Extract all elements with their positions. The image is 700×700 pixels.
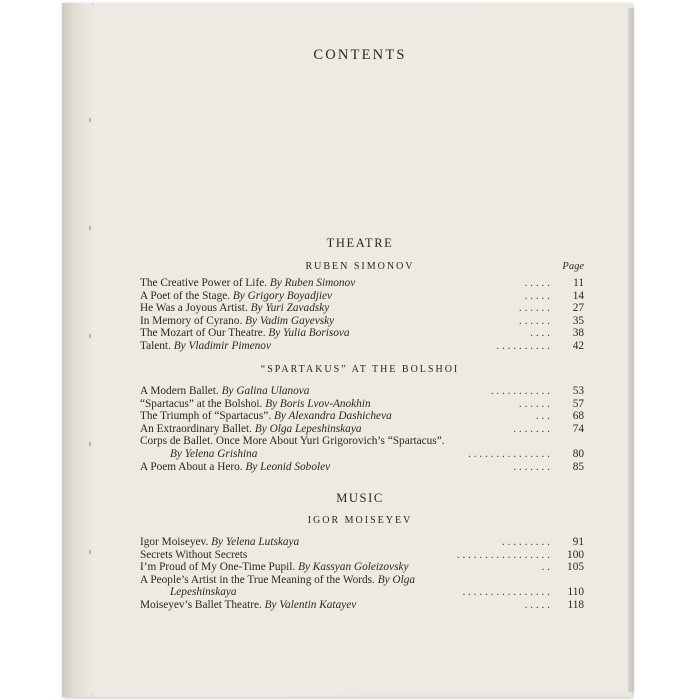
group-title-ruben-simonov: RUBEN SIMONOV xyxy=(305,261,415,272)
toc-entry-continuation: By Yelena Grishina . . . . . . . . . . . . . . . 80 xyxy=(170,447,584,460)
toc-list-moiseyev xyxy=(140,536,584,612)
toc-entry: Moiseyev’s Ballet Theatre. By Valentin Katayev . . . . . 118 xyxy=(140,598,584,611)
group-title-spartakus: “SPARTAKUS” AT THE BOLSHOI xyxy=(260,364,460,375)
toc-entry: An Extraordinary Ballet. By Olga Lepeshinskaya . . . . . . . 74 xyxy=(140,422,584,435)
binding-stitch xyxy=(89,550,91,554)
toc-entry: In Memory of Cyrano. By Vadim Gayevsky . . . . . . 35 xyxy=(140,314,584,327)
toc-entry: Igor Moiseyev. By Yelena Lutskaya . . . . . . . . . 91 xyxy=(140,536,584,548)
toc-list-simonov xyxy=(140,277,584,353)
binding-stitch xyxy=(89,226,91,230)
toc-entry: The Creative Power of Life. By Ruben Simonov . . . . . 11 xyxy=(140,277,584,289)
book xyxy=(62,0,634,700)
binding-stitch xyxy=(89,334,91,338)
toc-list-spartakus xyxy=(140,385,584,473)
toc-entry: A Modern Ballet. By Galina Ulanova . . . . . . . . . . . 53 xyxy=(140,385,584,397)
group-title-igor-moiseyev: IGOR MOISEYEV xyxy=(307,515,413,526)
toc-entry: The Mozart of Our Theatre. By Yulia Borisova . . . . 38 xyxy=(140,327,584,340)
book-spine xyxy=(62,3,93,697)
page-stack-edge xyxy=(628,8,634,692)
toc-entry: The Triumph of “Spartacus”. By Alexandra Dashicheva . . . 68 xyxy=(140,410,584,423)
binding-stitch xyxy=(89,118,91,122)
toc-entry: “Spartacus” at the Bolshoi. By Boris Lvov-Anokhin . . . . . . 57 xyxy=(140,397,584,410)
binding-stitch xyxy=(89,442,91,446)
toc-entry: Secrets Without Secrets . . . . . . . . . . . . . . . . . 100 xyxy=(140,548,584,561)
toc-entry-continuation: Lepeshinskaya . . . . . . . . . . . . . . . . 110 xyxy=(170,586,584,599)
toc-entry: A Poem About a Hero. By Leonid Sobolev . . . . . . . 85 xyxy=(140,460,584,473)
toc-entry-multiline: A People’s Artist in the True Meaning of the Words. By Olga xyxy=(140,573,416,586)
toc-entry-multiline: Corps de Ballet. Once More About Yuri Grigorovich’s “Spartacus”. xyxy=(140,435,445,448)
section-title-music: MUSIC xyxy=(336,491,384,505)
toc-entry: A Poet of the Stage. By Grigory Boyadjiev . . . . . 14 xyxy=(140,289,584,302)
toc-entry: He Was a Joyous Artist. By Yuri Zavadsky . . . . . . 27 xyxy=(140,302,584,315)
section-title-theatre: THEATRE xyxy=(326,236,394,250)
contents-heading: CONTENTS xyxy=(313,47,407,63)
toc-entry: I’m Proud of My One-Time Pupil. By Kassyan Goleizovsky . . 105 xyxy=(140,561,584,574)
contents-page xyxy=(92,7,628,693)
toc-entry: Talent. By Vladimir Pimenov . . . . . . . . . . 42 xyxy=(140,339,584,352)
page-column-label: Page xyxy=(562,261,584,272)
